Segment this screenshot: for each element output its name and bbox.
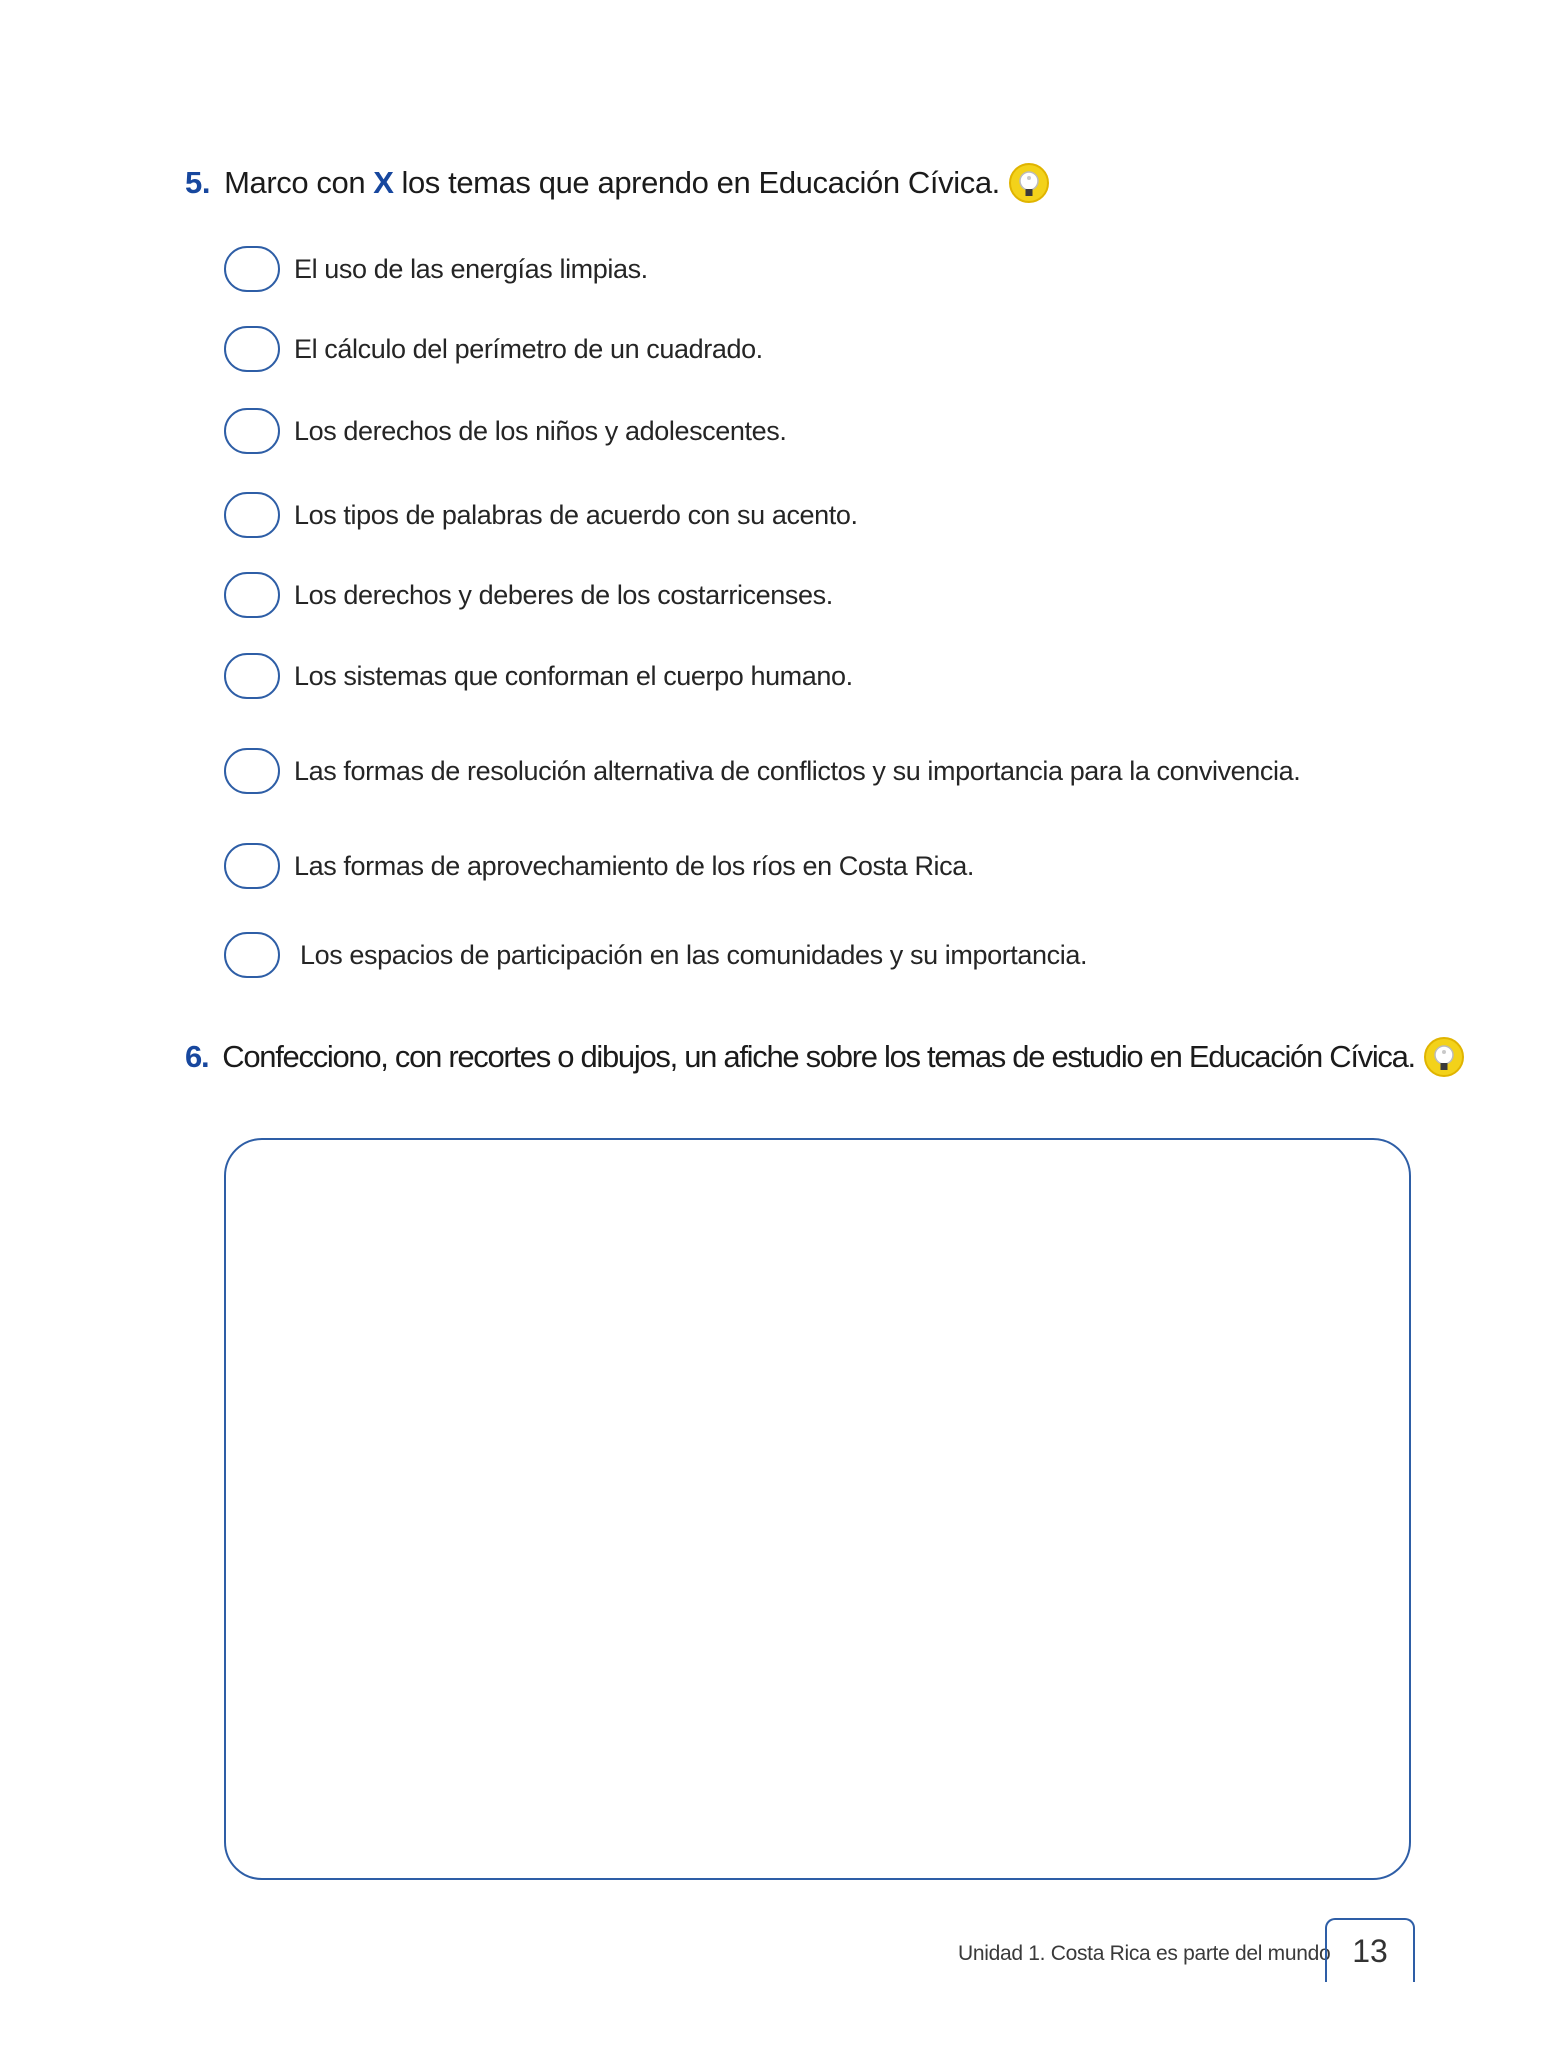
option-label: El cálculo del perímetro de un cuadrado. <box>294 333 763 364</box>
option-checkbox[interactable] <box>224 326 280 372</box>
footer-unit-text: Unidad 1. Costa Rica es parte del mundo <box>958 1942 1331 1965</box>
option-label: Los tipos de palabras de acuerdo con su acento. <box>294 499 858 530</box>
question-6-title <box>185 1036 1465 1078</box>
option-row <box>224 572 833 618</box>
poster-drawing-area[interactable] <box>224 1138 1411 1880</box>
question-text-before: Marco con <box>224 165 366 200</box>
option-checkbox[interactable] <box>224 748 280 794</box>
option-checkbox[interactable] <box>224 843 280 889</box>
question-number: 6. <box>185 1039 209 1074</box>
option-label: Los derechos de los niños y adolescentes. <box>294 415 787 446</box>
option-row <box>224 408 786 454</box>
page-number-tab <box>1325 1918 1415 1982</box>
question-text-after: los temas que aprendo en Educación Cívica. <box>401 165 1000 200</box>
option-row <box>224 748 1300 794</box>
option-row <box>224 653 853 699</box>
option-label: Los derechos y deberes de los costarricenses. <box>294 579 833 610</box>
option-label: Las formas de aprovechamiento de los ríos en Costa Rica. <box>294 850 974 881</box>
option-label: Las formas de resolución alternativa de conflictos y su importancia para la convivencia. <box>294 755 1301 786</box>
option-row <box>224 843 974 889</box>
option-label: El uso de las energías limpias. <box>294 253 648 284</box>
question-number: 5. <box>185 165 211 200</box>
option-row <box>224 326 763 372</box>
lightbulb-icon <box>1008 162 1050 204</box>
page-number: 13 <box>1352 1932 1388 1969</box>
mark-letter: X <box>373 165 394 200</box>
option-row <box>224 492 858 538</box>
option-checkbox[interactable] <box>224 408 280 454</box>
option-label: Los espacios de participación en las comunidades y su importancia. <box>300 939 1088 970</box>
option-checkbox[interactable] <box>224 492 280 538</box>
option-checkbox[interactable] <box>224 572 280 618</box>
option-checkbox[interactable] <box>224 246 280 292</box>
option-checkbox[interactable] <box>224 653 280 699</box>
lightbulb-icon <box>1423 1036 1465 1078</box>
option-label: Los sistemas que conforman el cuerpo humano. <box>294 660 853 691</box>
option-row <box>224 246 648 292</box>
question-text: Confecciono, con recortes o dibujos, un afiche sobre los temas de estudio en Educación Cívica. <box>222 1039 1415 1074</box>
question-5-title <box>185 162 1050 204</box>
option-checkbox[interactable] <box>224 932 280 978</box>
option-row <box>224 932 1087 978</box>
